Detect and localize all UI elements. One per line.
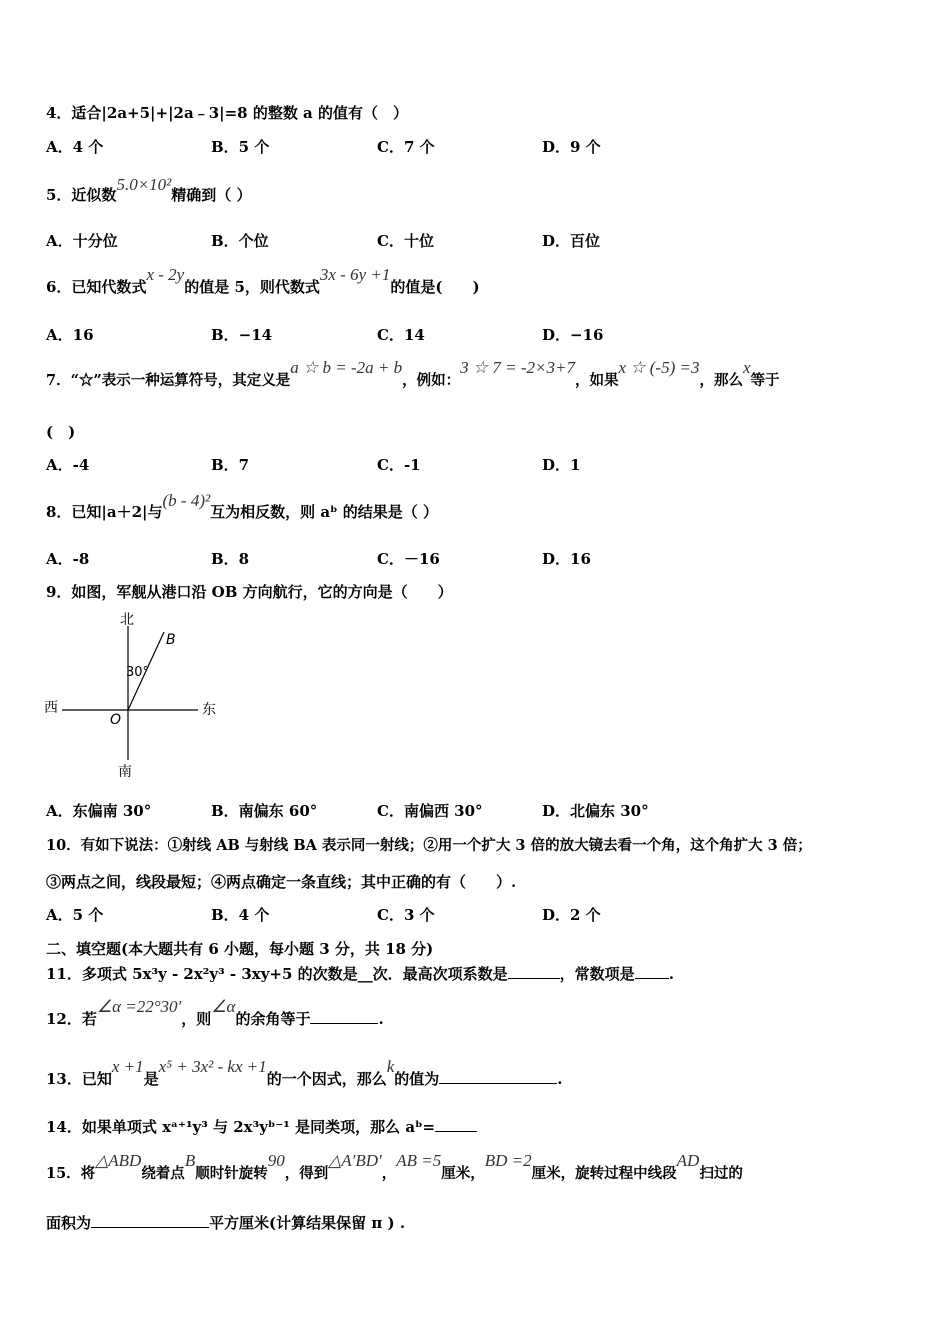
q15-t5: 厘米， <box>441 1165 485 1182</box>
q15-m5: AB =5 <box>396 1151 442 1170</box>
origin-label: O <box>110 712 122 728</box>
q12-post: 的余角等于 <box>235 1010 311 1028</box>
q15-line2 <box>46 1212 405 1233</box>
q15-m1: △ABD <box>95 1151 142 1170</box>
q15-pre: 15．将 <box>46 1165 96 1182</box>
q13-mid: 是 <box>143 1070 159 1088</box>
south-label: 南 <box>118 764 132 780</box>
q15-m6: BD =2 <box>484 1151 532 1170</box>
q11-mid: ，常数项是 <box>559 965 635 983</box>
q4-option-b: B．5 个 <box>211 138 270 156</box>
q13-mid2: 的一个因式，那么 <box>266 1070 387 1088</box>
q6-pre: 6．已知代数式 <box>46 278 147 296</box>
q15-m3: 90 <box>267 1151 285 1170</box>
q5-stem-pre: 5．近似数 <box>46 186 117 204</box>
q6-post: 的值是( ) <box>390 278 480 296</box>
q7-stem <box>46 357 780 389</box>
q8-option-a: A．-8 <box>46 550 90 568</box>
q9-option-d: D．北偏东 30° <box>542 802 649 820</box>
q9-option-a: A．东偏南 30° <box>46 802 152 820</box>
west-label: 西 <box>44 700 58 716</box>
q14-text: 14．如果单项式 xᵃ⁺¹y³ 与 2x³yᵇ⁻¹ 是同类项，那么 aᵇ= <box>46 1118 436 1136</box>
q9-stem: 9．如图，军舰从港口沿 OB 方向航行，它的方向是（ ） <box>46 583 453 601</box>
q13-math3: k <box>386 1057 395 1076</box>
q12-math2: ∠α <box>211 997 236 1016</box>
q13-pre: 13．已知 <box>46 1070 112 1088</box>
q10-option-b: B．4 个 <box>211 906 270 924</box>
q6-stem <box>46 264 480 296</box>
section-2-heading: 二、填空题(本大题共有 6 小题，每小题 3 分，共 18 分) <box>46 940 434 958</box>
q7-post: ，那么 <box>699 372 743 389</box>
q7-mid2: ，如果 <box>574 372 619 389</box>
q11-blank-const[interactable] <box>635 964 669 979</box>
q7-option-d: D．1 <box>542 456 581 474</box>
q15-t7: 扫过的 <box>699 1165 743 1182</box>
q15-t2: 顺时针旋转 <box>195 1165 268 1182</box>
q7-mid: ，例如： <box>402 372 461 389</box>
q10-line2: ③两点之间，线段最短；④两点确定一条直线；其中正确的有（ ）. <box>46 873 517 891</box>
q10-option-d: D．2 个 <box>542 906 601 924</box>
q11-post: . <box>668 965 674 983</box>
q15-t1: 绕着点 <box>141 1165 185 1182</box>
q8-pre: 8．已知|a＋2|与 <box>46 503 163 521</box>
q15-stem <box>46 1150 743 1182</box>
q4-stem: 4．适合|2a+5|+|2a﹣3|=8 的整数 a 的值有（ ） <box>46 104 408 122</box>
q10-option-a: A．5 个 <box>46 906 104 924</box>
angle-label: 30° <box>126 665 150 680</box>
q5-stem-post: 精确到（ ） <box>171 186 252 204</box>
q15-t4: ， <box>381 1165 397 1182</box>
q8-option-d: D．16 <box>542 550 591 568</box>
q5-option-c: C．十位 <box>377 232 434 250</box>
q8-option-b: B．8 <box>211 550 250 568</box>
q7-pre: 7．“☆”表示一种运算符号，其定义是 <box>46 372 291 389</box>
q8-stem <box>46 490 438 521</box>
q7-option-a: A．-4 <box>46 456 90 474</box>
q4-option-d: D．9 个 <box>542 138 601 156</box>
q6-math1: x - 2y <box>146 265 185 284</box>
q7-example: 3 ☆ 7 = -2×3+7 <box>460 358 575 377</box>
q6-option-b: B．−14 <box>211 326 273 344</box>
q4-option-a: A．4 个 <box>46 138 104 156</box>
q10-line1: 10．有如下说法：①射线 AB 与射线 BA 表示同一射线；②用一个扩大 3 倍的放大镜去看一个角，这个角扩大 3 倍； <box>46 837 812 854</box>
q8-math: (b - 4)² <box>162 491 211 510</box>
q5-option-a: A．十分位 <box>46 232 118 250</box>
q5-option-b: B．个位 <box>211 232 269 250</box>
q7-option-b: B．7 <box>211 456 250 474</box>
east-label: 东 <box>202 702 216 718</box>
q8-post: 互为相反数，则 aᵇ 的结果是（ ） <box>210 503 438 521</box>
q13-math2: x⁵ + 3x² - kx +1 <box>158 1057 267 1076</box>
q6-option-a: A．16 <box>46 326 94 344</box>
q11-blank-coef[interactable] <box>508 964 560 979</box>
q15-m4: △A′BD′ <box>328 1151 382 1170</box>
q5-stem <box>46 174 252 204</box>
q7-paren: ( ) <box>46 423 76 441</box>
q12-mid: ，则 <box>181 1010 212 1028</box>
q11-pre: 11．多项式 5x³y - 2x²y³ - 3xy+5 的次数是__次．最高次项系数是 <box>46 965 508 983</box>
q7-post2: 等于 <box>750 372 780 389</box>
q6-option-d: D．−16 <box>542 326 604 344</box>
q5-math: 5.0×10² <box>116 175 172 194</box>
q12-end: . <box>378 1010 384 1028</box>
q6-option-c: C．14 <box>377 326 425 344</box>
point-b-label: B <box>166 632 176 648</box>
q15-m2: B <box>184 1151 196 1170</box>
q5-option-d: D．百位 <box>542 232 601 250</box>
q7-def: a ☆ b = -2a + b <box>290 358 403 377</box>
q15-t6: 厘米，旋转过程中线段 <box>531 1165 677 1182</box>
q13-post: 的值为 <box>394 1070 440 1088</box>
q4-option-c: C．7 个 <box>377 138 435 156</box>
q6-mid: 的值是 5，则代数式 <box>184 278 320 296</box>
q14-stem <box>46 1116 477 1137</box>
q9-option-c: C．南偏西 30° <box>377 802 483 820</box>
compass-figure <box>40 608 240 783</box>
q12-blank[interactable] <box>310 1009 378 1024</box>
q12-math: ∠α =22°30′ <box>96 997 182 1016</box>
q13-end: . <box>557 1070 563 1088</box>
q7-cond: x ☆ (-5) =3 <box>618 358 700 377</box>
q15-m7: AD <box>676 1151 700 1170</box>
q10-option-c: C．3 个 <box>377 906 435 924</box>
q9-option-b: B．南偏东 60° <box>211 802 318 820</box>
q15-line2-pre: 面积为 <box>46 1214 92 1232</box>
q15-t3: ，得到 <box>284 1165 329 1182</box>
q15-blank[interactable] <box>91 1213 209 1228</box>
north-label: 北 <box>120 612 134 628</box>
q8-option-c: C．－16 <box>377 550 440 568</box>
q12-stem <box>46 996 384 1028</box>
q13-blank[interactable] <box>439 1069 557 1084</box>
q12-pre: 12．若 <box>46 1010 97 1028</box>
q7-option-c: C．-1 <box>377 456 421 474</box>
q14-blank[interactable] <box>435 1117 477 1132</box>
q13-math1: x +1 <box>111 1057 144 1076</box>
q13-stem <box>46 1056 563 1088</box>
q7-var: x <box>742 358 751 377</box>
q6-math2: 3x - 6y +1 <box>319 265 391 284</box>
q11-stem <box>46 963 674 984</box>
q15-line2-post: 平方厘米(计算结果保留 π ) . <box>209 1214 406 1232</box>
